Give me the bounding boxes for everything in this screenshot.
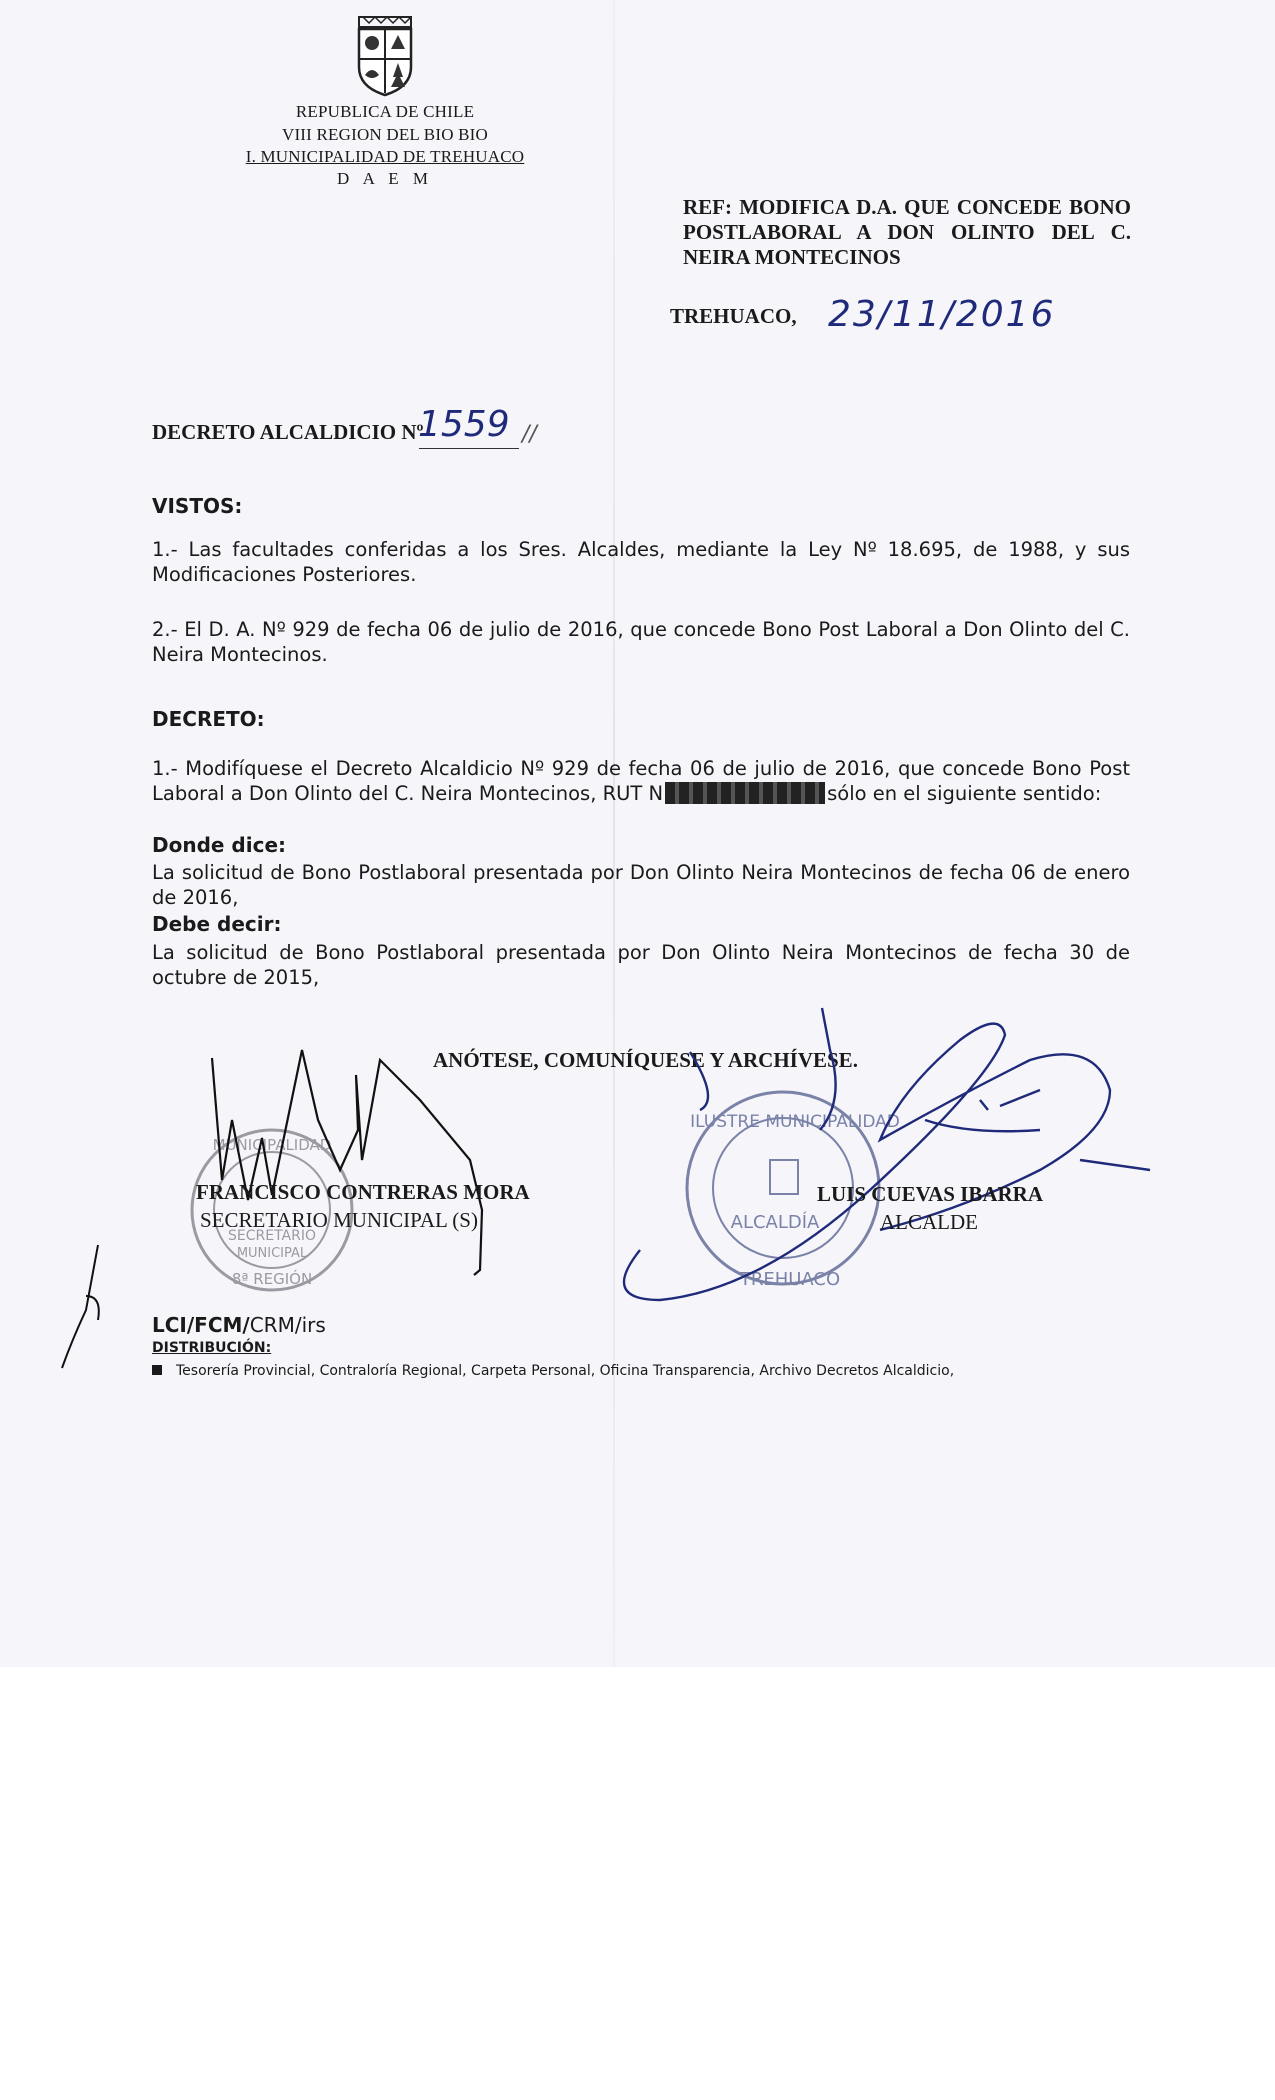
bullet-square-icon: [152, 1365, 162, 1375]
vistos-heading: VISTOS:: [152, 494, 243, 518]
initials-rest: CRM/irs: [249, 1313, 326, 1337]
mayor-stamp-top: ILUSTRE MUNICIPALIDAD: [690, 1112, 900, 1132]
debe-decir-text: La solicitud de Bono Postlaboral presentada por Don Olinto Neira Montecinos de fecha 30 de octubre de 2015,: [152, 941, 1130, 989]
decreto-item-1-tail: sólo en el siguiente sentido:: [827, 782, 1102, 805]
header-department: D A E M: [337, 169, 433, 188]
blank-area: [0, 1667, 1275, 2100]
debe-decir-label: Debe decir:: [152, 912, 282, 936]
distribution-list-item: [152, 1363, 954, 1379]
secretary-stamp-mid1: SECRETARIO: [228, 1228, 316, 1244]
handwritten-date: 23/11/2016: [828, 294, 1056, 335]
mayor-title: ALCALDE: [880, 1210, 978, 1234]
donde-dice-text: La solicitud de Bono Postlaboral presentada por Don Olinto Neira Montecinos de fecha 06 de enero de 2016,: [152, 861, 1130, 909]
secretary-name: FRANCISCO CONTRERAS MORA: [196, 1180, 530, 1204]
vistos-item-1: 1.- Las facultades conferidas a los Sres. Alcaldes, mediante la Ley Nº 18.695, de 1988, y sus Modificaciones Posteriores.: [152, 538, 1130, 586]
municipal-crest-icon: [353, 15, 417, 97]
mayor-stamp-mid: ALCALDÍA: [730, 1212, 820, 1233]
decreto-item-1: [152, 756, 1130, 806]
decreto-item-1-text: 1.- Modifíquese el Decreto Alcaldicio Nº 929 de fecha 06 de julio de 2016, que concede Bono Post Laboral a Don Olinto del C. Neira Montecinos, RUT N: [152, 757, 1130, 805]
secretary-title: SECRETARIO MUNICIPAL (S): [200, 1208, 478, 1232]
decree-number-label: DECRETO ALCALDICIO Nº: [152, 420, 424, 444]
header-municipality: I. MUNICIPALIDAD DE TREHUACO: [245, 147, 525, 166]
initials-bold: LCI/FCM/: [152, 1313, 250, 1337]
decreto-heading: DECRETO:: [152, 707, 265, 731]
redacted-rut: [665, 782, 825, 804]
responsibility-initials: [152, 1313, 326, 1337]
reference-subject: REF: MODIFICA D.A. QUE CONCEDE BONO POSTLABORAL A DON OLINTO DEL C. NEIRA MONTECINOS: [683, 195, 1131, 269]
header-country: REPUBLICA DE CHILE: [295, 102, 475, 121]
place-label: TREHUACO,: [670, 304, 797, 328]
secretary-stamp-mid2: MUNICIPAL: [236, 1246, 308, 1261]
secretary-stamp-top: MUNICIPALIDAD: [212, 1136, 332, 1154]
mayor-stamp-bottom: TREHUACO: [739, 1269, 841, 1290]
header-region: VIII REGION DEL BIO BIO: [281, 125, 489, 144]
decree-number-rule: [419, 448, 519, 449]
decree-number-suffix: //: [522, 422, 537, 447]
donde-dice-label: Donde dice:: [152, 833, 287, 857]
distribution-label: DISTRIBUCIÓN:: [152, 1340, 272, 1356]
handwritten-decree-number: 1559: [418, 404, 510, 445]
closing-formula: ANÓTESE, COMUNÍQUESE Y ARCHÍVESE.: [433, 1048, 858, 1072]
vistos-item-2: 2.- El D. A. Nº 929 de fecha 06 de julio de 2016, que concede Bono Post Laboral a Don Olinto del C. Neira Montecinos.: [152, 618, 1130, 666]
page-fold-line: [613, 0, 615, 1667]
mayor-name: LUIS CUEVAS IBARRA: [817, 1182, 1044, 1206]
distribution-text: Tesorería Provincial, Contraloría Regional, Carpeta Personal, Oficina Transparencia, Archivo Decretos Alcaldicio,: [176, 1363, 955, 1379]
secretary-stamp-bottom: 8ª REGIÓN: [231, 1270, 313, 1288]
